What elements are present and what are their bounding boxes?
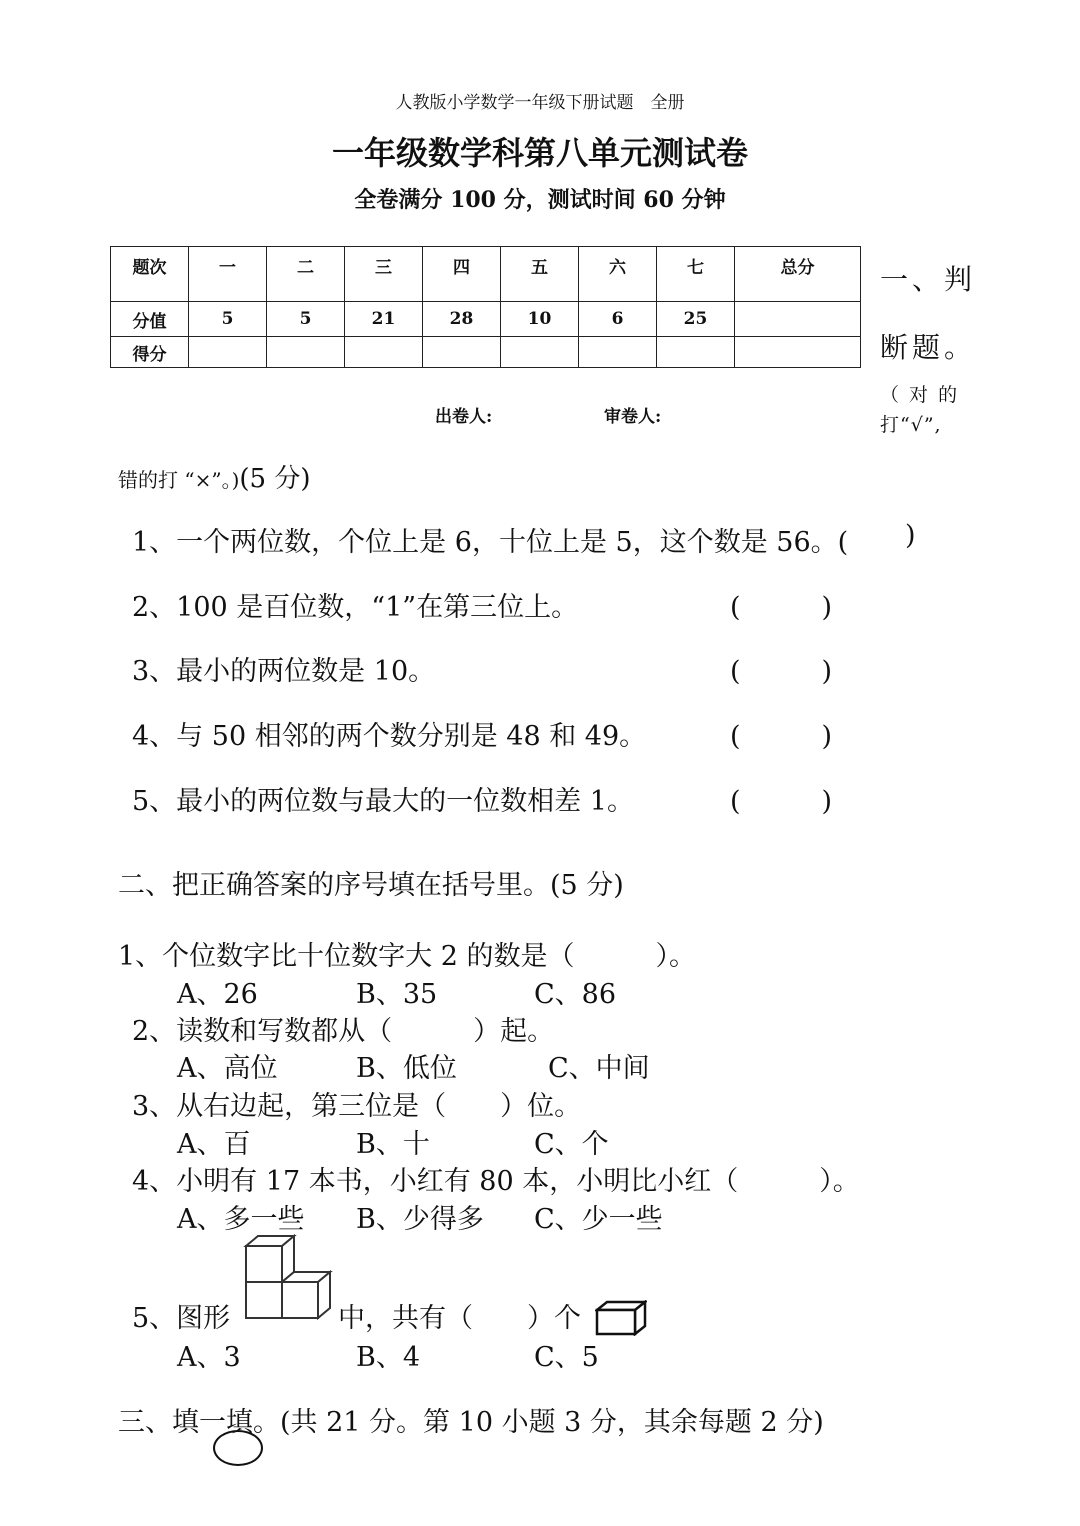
- instruction-text: 错的打 “×”。): [118, 468, 240, 492]
- option-a[interactable]: A、3: [177, 1342, 241, 1373]
- answer-bracket-3[interactable]: ( ): [730, 656, 833, 687]
- judge-question-5: 5、最小的两位数与最大的一位数相差 1。: [132, 786, 634, 817]
- section1-points: (5 分): [239, 464, 311, 494]
- choice-question-1: 1、个位数字比十位数字大 2 的数是（ ）。: [118, 941, 697, 972]
- table-cell: [189, 337, 267, 368]
- table-cell: 六: [579, 247, 657, 302]
- table-cell: 三: [345, 247, 423, 302]
- section1-instruction-part1: （ 对 的: [880, 384, 960, 406]
- table-cell: 五: [501, 247, 579, 302]
- table-cell: 25: [657, 302, 735, 337]
- table-cell: [735, 302, 861, 337]
- answer-bracket-2[interactable]: ( ): [730, 592, 833, 623]
- table-row-values: [111, 302, 861, 337]
- score-table: [110, 246, 861, 368]
- option-c[interactable]: C、中间: [548, 1053, 650, 1084]
- option-b[interactable]: B、低位: [356, 1053, 457, 1084]
- option-a[interactable]: A、百: [177, 1129, 251, 1160]
- table-cell: 题次: [111, 247, 189, 302]
- section2-title: 二、把正确答案的序号填在括号里。(5 分): [118, 870, 624, 901]
- table-cell: 总分: [735, 247, 861, 302]
- table-cell: 分值: [111, 302, 189, 337]
- cuboid-icon: [595, 1300, 647, 1336]
- table-cell: 二: [267, 247, 345, 302]
- section1-instruction-continuation: [118, 458, 310, 495]
- table-cell: [345, 337, 423, 368]
- option-a[interactable]: A、高位: [177, 1053, 278, 1084]
- option-c[interactable]: C、少一些: [534, 1204, 663, 1235]
- option-b[interactable]: B、35: [356, 979, 438, 1010]
- option-b[interactable]: B、少得多: [356, 1204, 484, 1235]
- page-title: 一年级数学科第八单元测试卷: [331, 134, 748, 172]
- cube-stack-figure: [242, 1234, 334, 1322]
- section1-title-part1: 一、判: [880, 263, 977, 296]
- book-line: 人教版小学数学一年级下册试题 全册: [395, 93, 685, 113]
- page-subtitle: 全卷满分 100 分，测试时间 60 分钟: [354, 187, 726, 213]
- table-cell: [501, 337, 579, 368]
- section1-instruction-part2: 打“√”,: [880, 414, 942, 436]
- option-b[interactable]: B、4: [356, 1342, 421, 1373]
- table-cell: [579, 337, 657, 368]
- table-cell: [267, 337, 345, 368]
- table-cell: 七: [657, 247, 735, 302]
- reviewer-label: 审卷人:: [604, 407, 662, 427]
- setter-label: 出卷人:: [435, 407, 493, 427]
- option-c[interactable]: C、86: [534, 979, 617, 1010]
- option-b[interactable]: B、十: [356, 1129, 430, 1160]
- judge-question-4: 4、与 50 相邻的两个数分别是 48 和 49。: [132, 721, 647, 752]
- table-cell: 四: [423, 247, 501, 302]
- table-cell: [657, 337, 735, 368]
- option-c[interactable]: C、5: [534, 1342, 599, 1373]
- judge-question-3: 3、最小的两位数是 10。: [132, 656, 436, 687]
- section3-title: 三、填一填。(共 21 分。第 10 小题 3 分，其余每题 2 分): [118, 1407, 824, 1438]
- option-c[interactable]: C、个: [534, 1129, 609, 1160]
- table-cell: 21: [345, 302, 423, 337]
- choice-question-5-end: 中，共有（ ）个: [338, 1303, 581, 1334]
- table-cell: 一: [189, 247, 267, 302]
- option-a[interactable]: A、多一些: [177, 1204, 305, 1235]
- table-cell: 6: [579, 302, 657, 337]
- choice-question-4: 4、小明有 17 本书，小红有 80 本，小明比小红（ ）。: [132, 1166, 860, 1197]
- table-cell: 得分: [111, 337, 189, 368]
- choice-question-3: 3、从右边起，第三位是（ ）位。: [132, 1091, 582, 1122]
- table-cell: 28: [423, 302, 501, 337]
- judge-question-1: 1、一个两位数，个位上是 6，十位上是 5，这个数是 56。(: [132, 527, 849, 558]
- choice-question-2: 2、读数和写数都从（ ）起。: [132, 1016, 555, 1047]
- table-row-header: [111, 247, 861, 302]
- table-cell: 10: [501, 302, 579, 337]
- table-cell: [735, 337, 861, 368]
- section1-title-part2: 断题。: [880, 331, 977, 364]
- judge-question-2: 2、100 是百位数，“1”在第三位上。: [132, 592, 579, 623]
- choice-question-5-start: 5、图形: [132, 1303, 231, 1334]
- answer-bracket-1[interactable]: ): [905, 520, 916, 551]
- answer-bracket-4[interactable]: ( ): [730, 721, 833, 752]
- option-a[interactable]: A、26: [177, 979, 258, 1010]
- table-cell: [423, 337, 501, 368]
- table-cell: 5: [189, 302, 267, 337]
- table-row-scores: [111, 337, 861, 368]
- oval-shape: [213, 1430, 263, 1466]
- table-cell: 5: [267, 302, 345, 337]
- answer-bracket-5[interactable]: ( ): [730, 786, 833, 817]
